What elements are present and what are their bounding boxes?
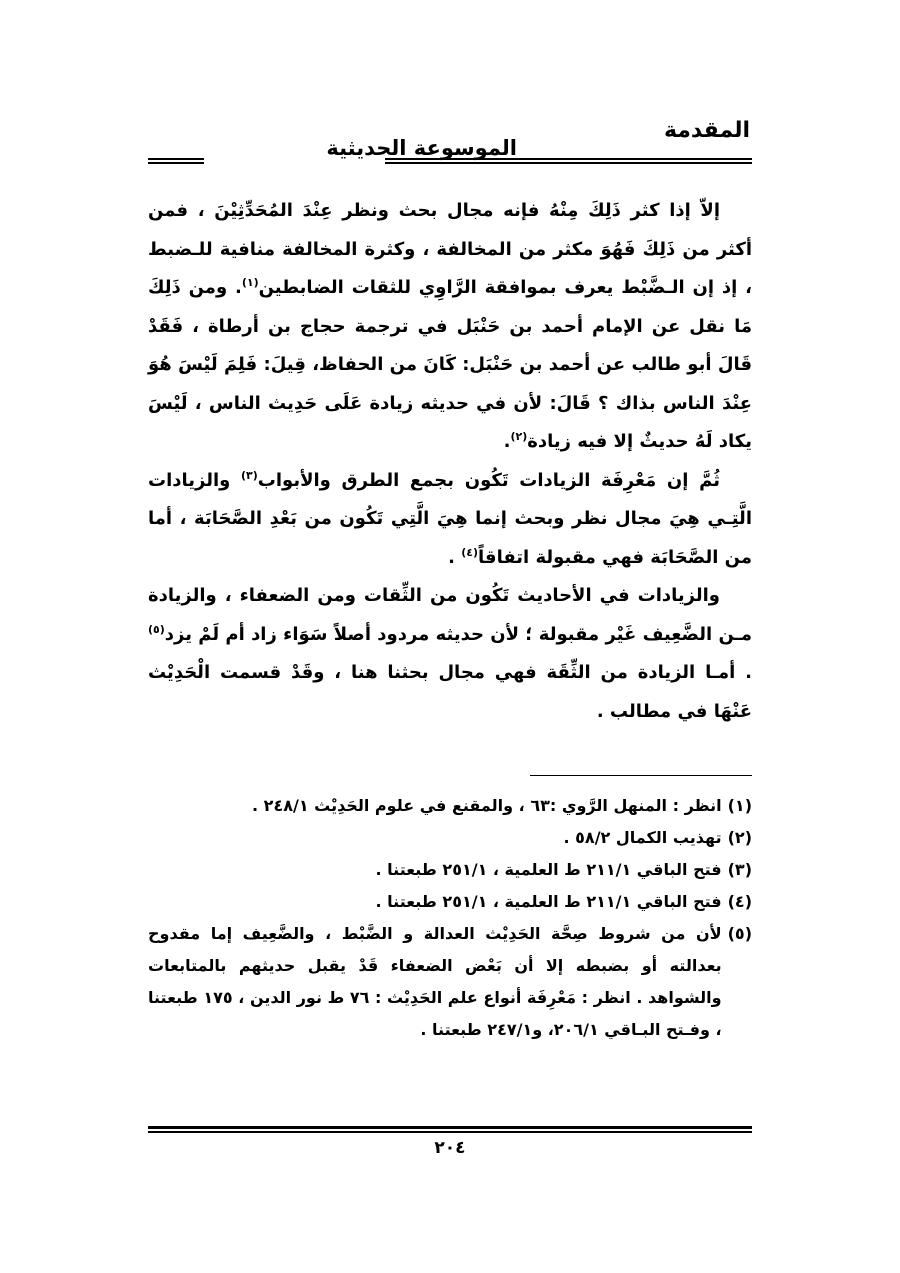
footnote-text: فتح الباقي ٢١١/١ ط العلمية ، ٢٥١/١ طبعتنا . (375, 892, 722, 911)
footnote-separator (530, 775, 752, 776)
footnote-item (148, 854, 752, 886)
footnote-item (148, 886, 752, 918)
page-number: ٢٠٤ (434, 1138, 466, 1158)
footnote-number: (٥) (727, 924, 752, 943)
text-run: ثُمَّ إن مَعْرِفَة الزيادات تَكُون بجمع الطرق والأبواب (257, 469, 720, 491)
chapter-title: المقدمة (663, 118, 750, 143)
footnotes (148, 790, 752, 1046)
footnote-item (148, 822, 752, 854)
header-rule-short (148, 158, 204, 164)
body-paragraph (148, 462, 752, 578)
main-text (148, 192, 752, 731)
footnote-ref: (٥) (148, 622, 165, 636)
text-run: . (503, 431, 511, 452)
footnote-ref: (٤) (461, 545, 479, 559)
footnote-text: انظر : المنهل الرَّوي :٦٣ ، والمقنع في علوم الحَدِيْث ٢٤٨/١ . (252, 796, 722, 815)
text-run: . ومن ذَلِكَ مَا نقل عن الإمام أحمد بن حَنْبَل في ترجمة حجاج بن أرطاة ، فَقَدْ قَالَ أبو طالب عن أحمد بن حَنْبَل: كَانَ من الحفاظ، قِيلَ: فَلِمَ لَيْسَ هُوَ عِنْدَ الناس بذاك ؟ قَالَ: لأن في حديثه زيادة عَلَى حَدِيث الناس ، لَيْسَ يكاد لَهُ حديثٌ إلا فيه زيادة (148, 277, 752, 452)
footnote-number: (٣) (727, 860, 752, 879)
footnote-ref: (٣) (241, 468, 258, 482)
text-run: . أمـا الزيادة من الثِّقَة فهي مجال بحثنا هنا ، وقَدْ قسمت الْحَدِيْث عَنْهَا في مطالب . (148, 662, 752, 722)
text-run: والزيادات في الأحاديث تَكُون من الثِّقات ومن الضعفاء ، والزيادة مـن الضَّعِيف غَيْر مقبولة ؛ لأن حديثه مردود أصلاً سَوَاء زاد أم لَمْ يزد (148, 585, 752, 645)
footnote-number: (٤) (727, 892, 752, 911)
text-run: والزيادات الَّتِـي هِيَ مجال نظر وبحث إنما هِيَ الَّتِي تَكُون من بَعْدِ الصَّحَابَة ، أما من الصَّحَابَة فهي مقبولة اتفاقاً (148, 469, 752, 568)
footnote-item (148, 790, 752, 822)
footnote-ref: (٢) (510, 430, 528, 443)
text-run: إلاّ إذا كثر ذَلِكَ مِنْهُ فإنه مجال بحث ونظر عِنْدَ المُحَدِّثِيْنَ ، فمن أكثر من ذَلِكَ فَهُوَ مكثر من المخالفة ، وكثرة المخالفة منافية للـضبط ، إذ إن الـضَّبْط يعرف بموافقة الرَّاوِي للثقات الضابطين (148, 200, 752, 298)
footnote-text: لأن من شروط صِحَّة الحَدِيْث العدالة و الضَّبْط ، والضَّعِيف إما مقدوح بعدالته أو بضبطه إلا أن بَعْض الضعفاء قَدْ يقبل حديثهم بالمتابعات والشواهد . انظر : مَعْرِفَة أنواع علم الحَدِيْث : ٧٦ ط نور الدين ، ١٧٥ طبعتنا ، وفـتح البـاقي ٢٠٦/١، و٢٤٧/١ طبعتنا . (148, 924, 722, 1039)
footnote-number: (٢) (727, 828, 752, 847)
book-title: الموسوعة الحديثية (326, 136, 517, 160)
footnote-text: تهذيب الكمال ٥٨/٢ . (563, 828, 722, 847)
footer-rule (148, 1126, 752, 1133)
text-run: . (448, 546, 462, 568)
body-paragraph (148, 577, 752, 731)
footnote-number: (١) (727, 796, 752, 815)
body-paragraph (148, 192, 752, 462)
footnote-item (148, 918, 752, 1046)
footnote-text: فتح الباقي ٢١١/١ ط العلمية ، ٢٥١/١ طبعتنا . (375, 860, 722, 879)
footnote-ref: (١) (241, 276, 259, 289)
